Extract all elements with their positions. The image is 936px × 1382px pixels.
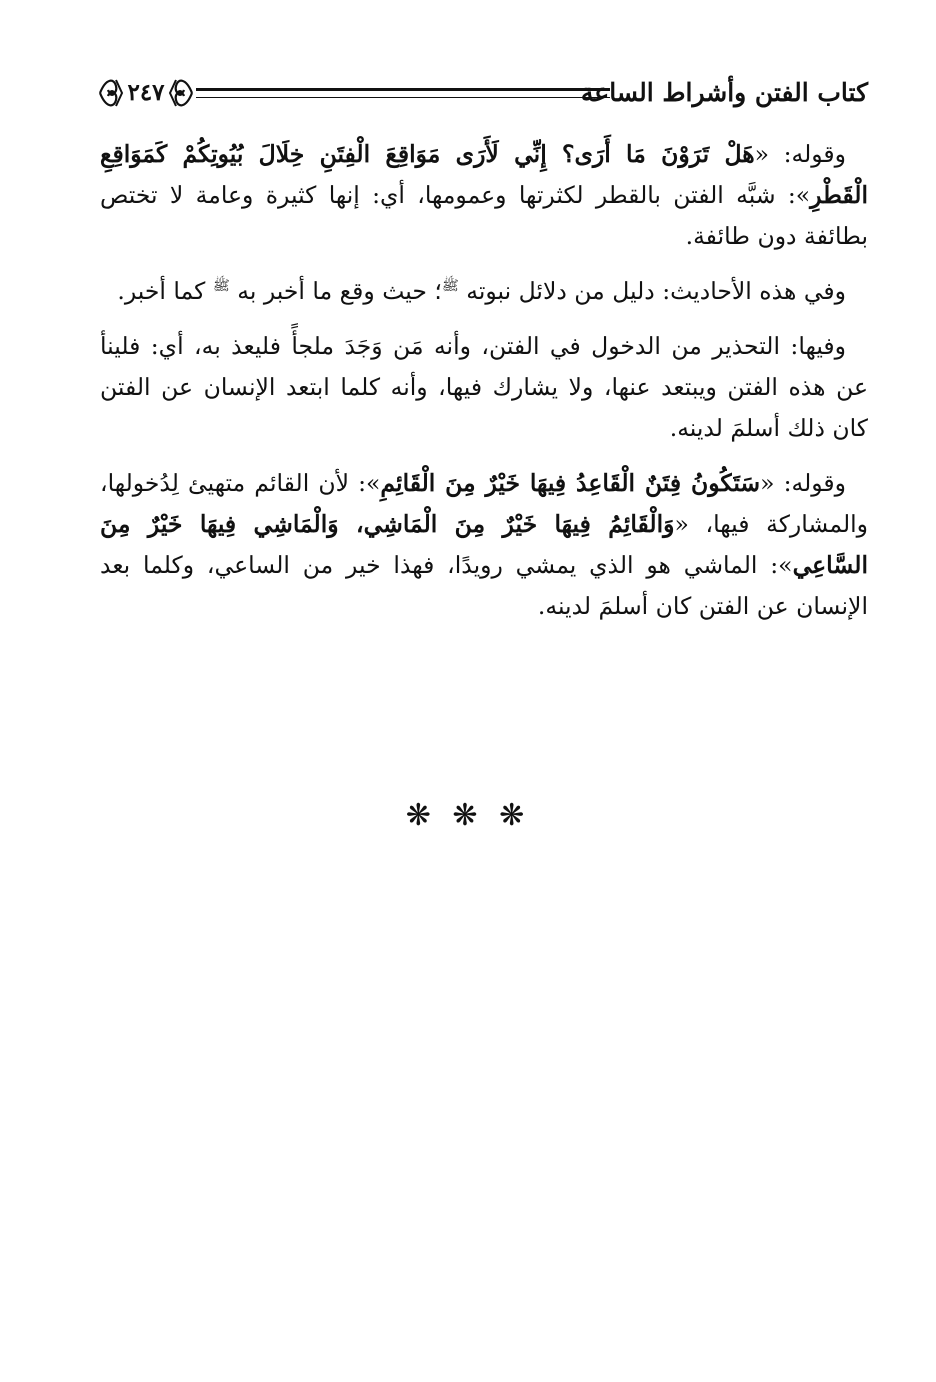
paragraph: [100, 326, 868, 449]
paragraph-text: »: لأن القائم متهيئ لِدُخولها، والمشاركة فيها، «: [100, 469, 868, 538]
paragraph-text: وقوله: «: [754, 140, 846, 168]
paragraph-text: »: الماشي هو الذي يمشي رويدًا، فهذا خير من الساعي، وكلما بعد الإنسان عن الفتن كان أسلمَ لدينه.: [100, 551, 868, 620]
page-header: [96, 68, 868, 120]
main-text: [100, 134, 868, 641]
hadith-quote: سَتَكُونُ فِتَنٌ الْقَاعِدُ فِيهَا خَيْرٌ مِنَ الْقَائِمِ: [380, 469, 761, 497]
header-rule: [196, 88, 610, 98]
paragraph-text: وفي هذه الأحاديث: دليل من دلائل نبوته: [458, 277, 846, 305]
paragraph: [100, 271, 868, 312]
paragraph-text: وفيها: التحذير من الدخول في الفتن، وأنه مَن وَجَدَ ملجأً فليعذ به، أي: فلينأ عن هذه الفتن ويبتعد عنها، ولا يشارك فيها، وأنه كلما ابتعد الإنسان عن الفتن كان ذلك أسلمَ لدينه.: [100, 332, 868, 442]
paragraph-text: وقوله: «: [760, 469, 846, 497]
paragraph-text: »: شبَّه الفتن بالقطر لكثرتها وعمومها، أي: إنها كثيرة وعامة لا تختص بطائفة دون طائفة.: [100, 181, 868, 250]
salawat-symbol: ﷺ: [212, 278, 230, 295]
page-number-ornament: [96, 70, 196, 116]
book-title: كتاب الفتن وأشراط الساعة: [580, 78, 868, 107]
paragraph: [100, 134, 868, 257]
page-number: ٢٤٧: [127, 79, 165, 106]
hadith-quote: وَالْقَائِمُ فِيهَا خَيْرٌ مِنَ الْمَاشِي، وَالْمَاشِي فِيهَا خَيْرٌ مِنَ السَّاعِي: [100, 510, 868, 579]
hadith-quote: هَلْ تَرَوْنَ مَا أَرَى؟ إِنِّي لَأَرَى مَوَاقِعَ الْفِتَنِ خِلَالَ بُيُوتِكُمْ كَمَوَاقِعِ الْقَطْرِ: [100, 140, 868, 209]
paragraph: [100, 463, 868, 627]
section-separator: ❋ ❋ ❋: [405, 798, 531, 833]
salawat-symbol: ﷺ: [441, 278, 459, 295]
paragraph-text: كما أخبر.: [117, 277, 213, 305]
paragraph-text: ؛ حيث وقع ما أخبر به: [229, 277, 442, 305]
